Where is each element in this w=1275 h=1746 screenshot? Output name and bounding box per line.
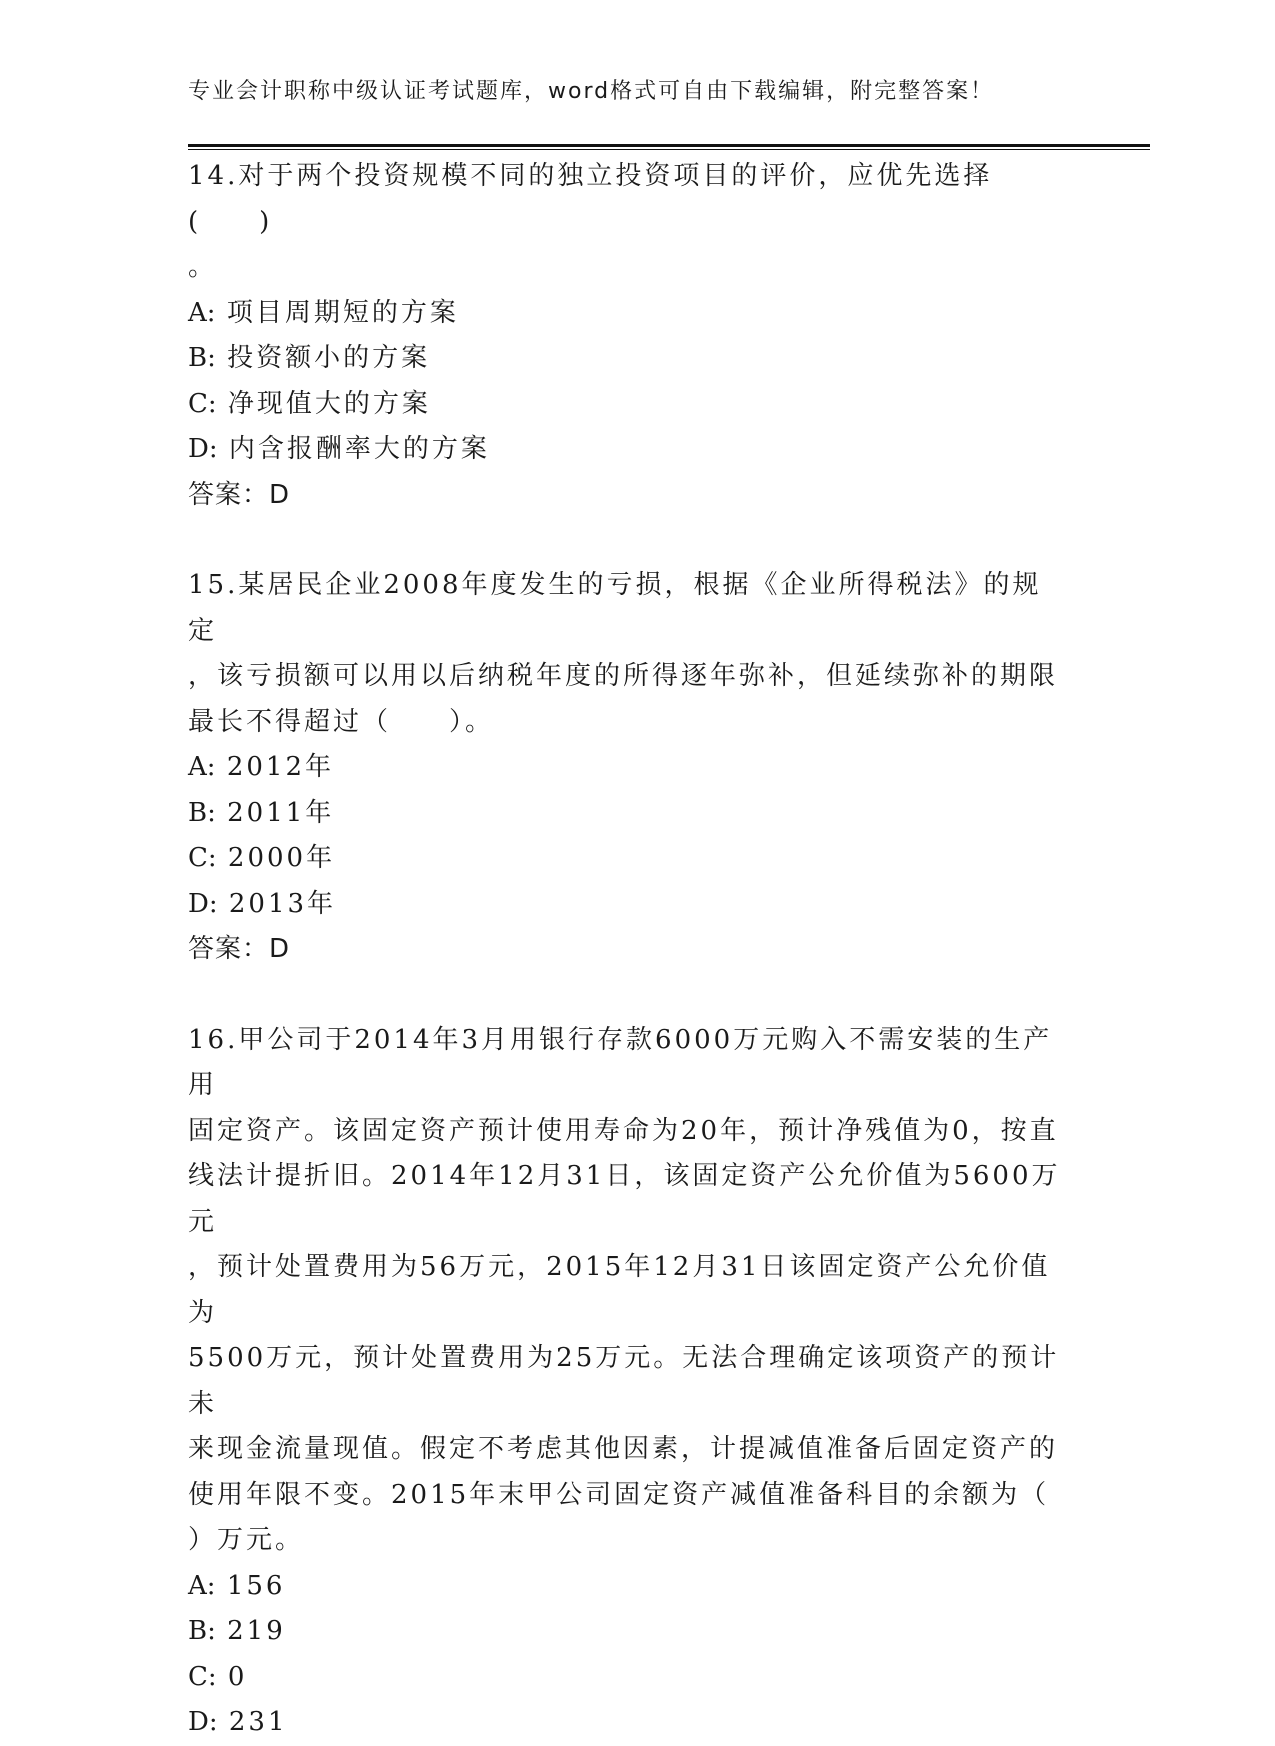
option-text: 净现值大的方案 (227, 388, 431, 419)
question-list (188, 154, 1068, 1746)
question-spacer (188, 518, 1068, 563)
option-text: 2012年 (226, 752, 334, 782)
option-a (188, 291, 1068, 337)
option-key: C: (188, 843, 217, 873)
option-key: B: (188, 343, 216, 373)
option-d (188, 427, 1068, 473)
option-b (188, 791, 1068, 837)
option-key: D: (188, 434, 218, 464)
option-text: 内含报酬率大的方案 (228, 434, 490, 464)
option-text: 156 (226, 1570, 286, 1601)
question-stem (188, 563, 1068, 745)
option-text: 2011年 (227, 797, 335, 828)
stem-line: 固定资产。该固定资产预计使用寿命为20年，预计净残值为0，按直 (188, 1115, 1059, 1146)
stem-line: 。 (188, 252, 218, 282)
stem-line: 来现金流量现值。假定不考虑其他因素，计提减值准备后固定资产的 (188, 1434, 1059, 1464)
option-b (188, 336, 1068, 382)
stem-line: 线法计提折旧。2014年12月31日，该固定资产公允价值为5600万元 (188, 1161, 1061, 1237)
option-key: D: (188, 1707, 218, 1737)
stem-line: 14.对于两个投资规模不同的独立投资项目的评价，应优先选择( ) (188, 161, 993, 237)
question-stem (188, 1018, 1068, 1564)
option-text: 219 (227, 1616, 286, 1646)
question-16 (188, 1018, 1068, 1746)
option-text: 项目周期短的方案 (226, 297, 459, 328)
option-key: A: (188, 752, 216, 782)
option-d (188, 882, 1068, 928)
option-c (188, 382, 1068, 428)
option-text: 231 (228, 1707, 288, 1737)
stem-line: ，预计处置费用为56万元，2015年12月31日该固定资产公允价值为 (188, 1252, 1051, 1328)
stem-line: ）万元。 (188, 1525, 305, 1555)
option-d (188, 1700, 1068, 1746)
question-spacer (188, 973, 1068, 1018)
stem-line: 使用年限不变。2015年末甲公司固定资产减值准备科目的余额为（ (188, 1479, 1050, 1510)
option-key: A: (188, 297, 216, 328)
question-15 (188, 563, 1068, 973)
header-divider (188, 144, 1150, 150)
option-a (188, 1564, 1068, 1610)
stem-line: 16.甲公司于2014年3月用银行存款6000万元购入不需安装的生产用 (188, 1024, 1053, 1100)
stem-line: 最长不得超过（ ）。 (188, 706, 495, 737)
option-key: C: (188, 1661, 217, 1692)
option-key: B: (188, 1616, 216, 1646)
option-text: 2000年 (227, 843, 336, 873)
page-header: 专业会计职称中级认证考试题库，word格式可自由下载编辑，附完整答案！ (188, 79, 995, 104)
option-text: 投资额小的方案 (227, 343, 431, 373)
option-text: 0 (227, 1661, 248, 1692)
option-key: D: (188, 888, 218, 919)
question-stem (188, 154, 1068, 291)
answer-line: 答案：D (188, 479, 291, 510)
option-text: 2013年 (228, 888, 337, 919)
answer-line: 答案：D (188, 934, 291, 964)
option-a (188, 745, 1068, 791)
stem-line: 5500万元，预计处置费用为25万元。无法合理确定该项资产的预计未 (188, 1343, 1060, 1419)
option-b (188, 1609, 1068, 1655)
option-key: B: (188, 797, 216, 828)
question-14 (188, 154, 1068, 518)
option-key: C: (188, 388, 217, 419)
option-key: A: (188, 1570, 216, 1601)
stem-line: 15.某居民企业2008年度发生的亏损，根据《企业所得税法》的规定 (188, 570, 1042, 646)
option-c (188, 836, 1068, 882)
option-c (188, 1655, 1068, 1701)
stem-line: ，该亏损额可以用以后纳税年度的所得逐年弥补，但延续弥补的期限 (188, 661, 1059, 691)
